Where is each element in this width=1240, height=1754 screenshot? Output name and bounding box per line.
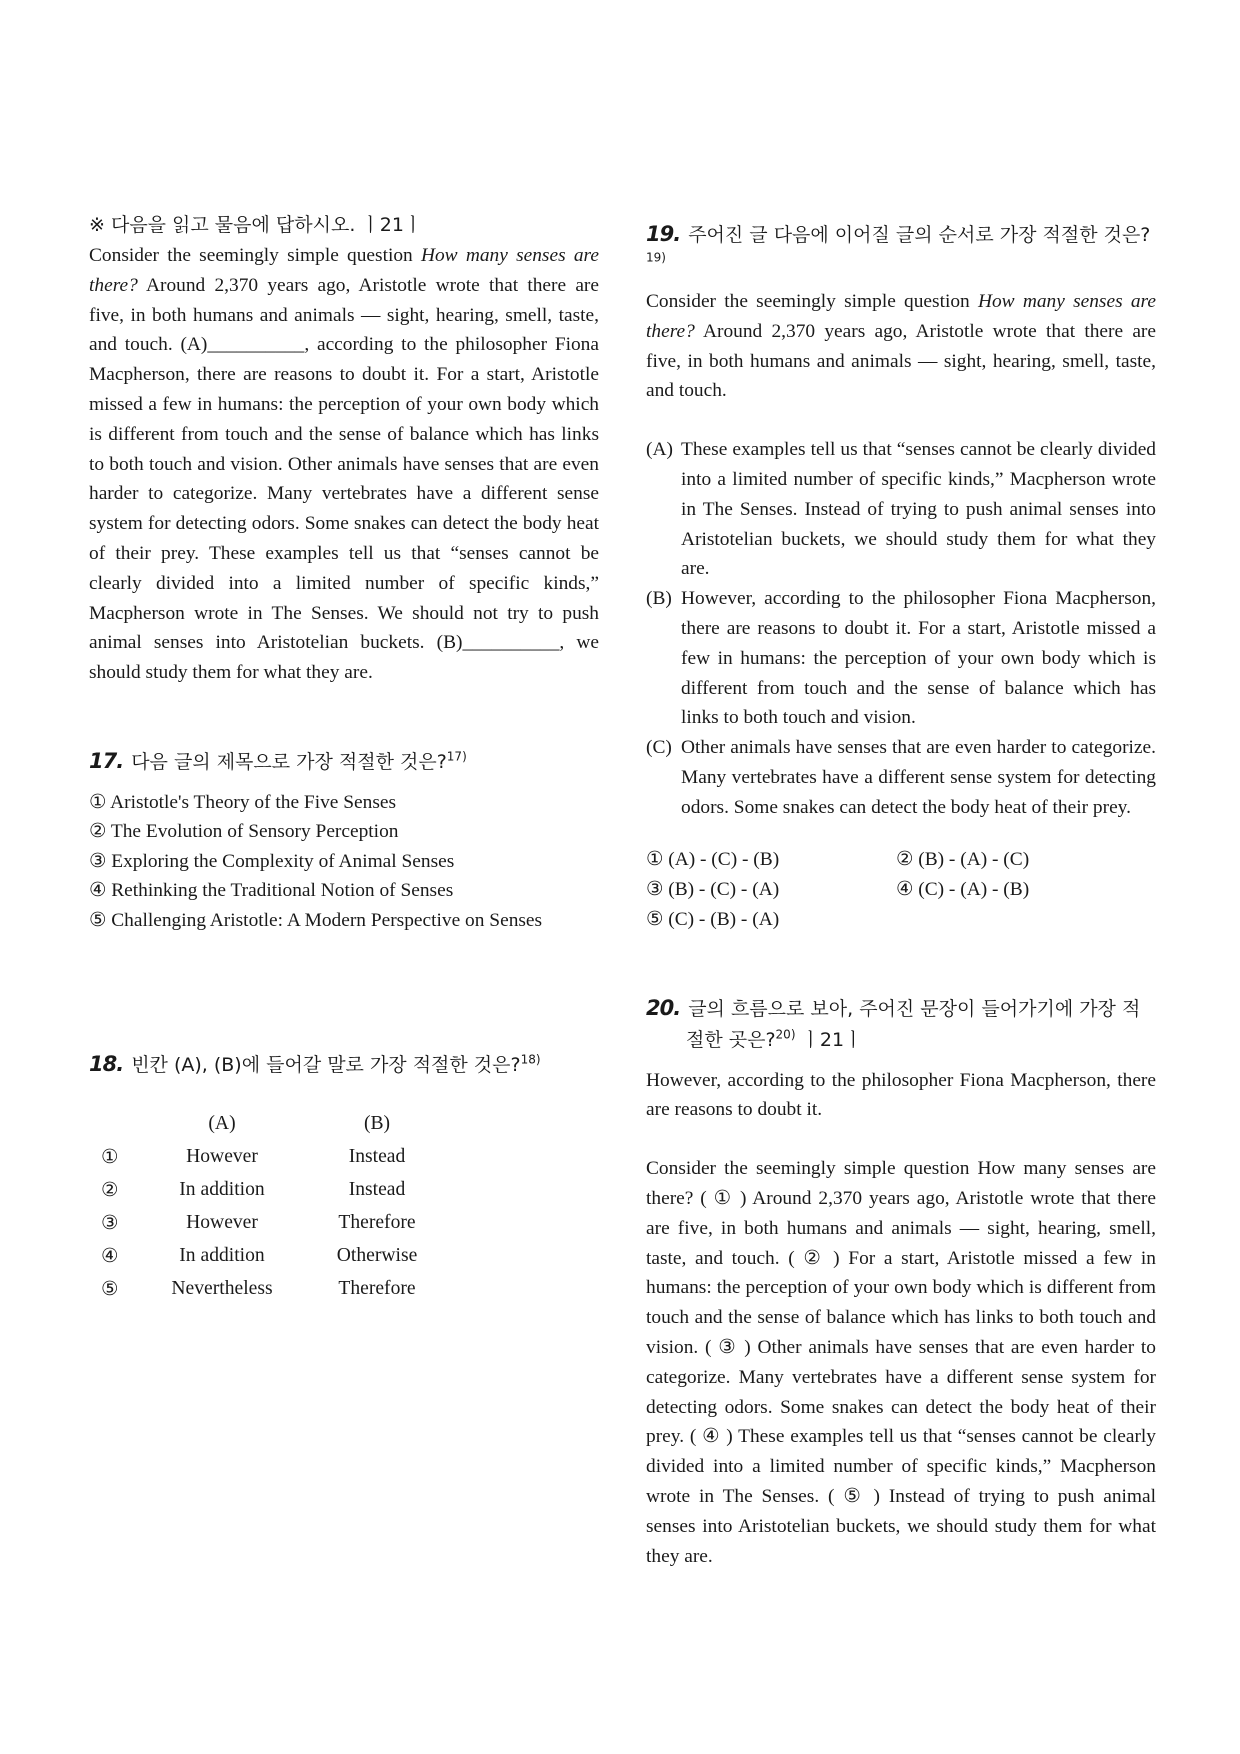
q19-option-4[interactable]: ④ (C) - (A) - (B) [896,878,1030,900]
question-19-number: 19. [646,222,681,246]
question-19 [646,220,1156,935]
question-20 [646,993,1156,1572]
paragraph-a: (A) These examples tell us that “senses cannot be clearly divided into a limited number of specific kinds,” Macpherson wrote in The Senses. Instead of trying to push animal senses into Aristotelian buckets, we should study them for what they are. [646,439,1156,580]
paragraph-c: (C) Other animals have senses that are even harder to categorize. Many vertebrates have a different sense system for detecting odors. Some snakes can detect the body heat of their prey. [646,737,1156,818]
question-17-text: 다음 글의 제목으로 가장 적절한 것은? [131,750,447,773]
q17-option-3[interactable]: ③ Exploring the Complexity of Animal Senses [89,850,455,872]
q17-option-2[interactable]: ② The Evolution of Sensory Perception [89,821,399,843]
question-18-text: 빈칸 (A), (B)에 들어갈 말로 가장 적절한 것은? [131,1054,521,1076]
q17-option-4[interactable]: ④ Rethinking the Traditional Notion of Senses [89,880,454,902]
question-20-tail: ㅣ21ㅣ [795,1028,863,1051]
question-19-options [646,845,1156,935]
paragraph-b: (B) However, according to the philosopher Fiona Macpherson, there are reasons to doubt it. For a start, Aristotle missed a few in humans: the perception of your own body which is different from touch and the sense of balance which has links to both touch and vision. [646,588,1156,729]
question-18-footnote: 18) [520,1052,541,1067]
question-20-given-sentence: However, according to the philosopher Fiona Macpherson, there are reasons to doubt it. [646,1069,1156,1121]
question-18-number: 18. [89,1052,124,1076]
question-20-number: 20. [646,995,681,1020]
q19-option-1[interactable]: ① (A) - (C) - (B) [646,848,780,870]
question-17-footnote: 17) [446,749,467,764]
q17-option-1[interactable]: ① Aristotle's Theory of the Five Senses [89,791,397,813]
q19-option-2[interactable]: ② (B) - (A) - (C) [896,848,1030,870]
question-20-footnote: 20) [775,1027,796,1042]
table-header-row [89,1107,457,1140]
passage-body: Around 2,370 years ago, Aristotle wrote that there are five, in both humans and animals — sight, hearing, smell, taste, and touch. (A)__________, according to the philosopher Fiona Macpherson, there are reasons to doubt it. For a start, Aristotle missed a few in humans: the perception of your own body which is different from touch and the sense of balance which has links to both touch and vision. Other animals have senses that are even harder to categorize. Many vertebrates have a different sense system for detecting odors. Some snakes can detect the body heat of their prey. These examples tell us that “senses cannot be clearly divided into a limited number of specific kinds,” Macpherson wrote in The Senses. We should not try to push animal senses into Aristotelian buckets. (B)__________, we should study them for what they are. [89,274,599,684]
question-17-options [89,788,599,936]
question-19-given-text: Consider the seemingly simple question How many senses are there? Around 2,370 years ago, Aristotle wrote that there are five, in both humans and animals — sight, hearing, smell, taste, and touch. [646,291,1156,402]
question-18 [89,1050,599,1079]
question-18-options-table [89,1107,457,1305]
question-19-paragraphs [646,435,1156,822]
q19-option-3[interactable]: ③ (B) - (C) - (A) [646,878,780,900]
column-a-header: (A) [208,1112,236,1134]
right-column [646,220,1156,1571]
passage-question: How many senses are there? [89,245,599,296]
question-17-number: 17. [89,748,124,773]
column-b-header: (B) [363,1112,391,1134]
question-19-text: 주어진 글 다음에 이어질 글의 순서로 가장 적절한 것은? [688,224,1151,246]
left-column [89,212,599,935]
question-20-heading [646,993,1156,1056]
question-19-heading [646,220,1156,277]
passage-intro: Consider the seemingly simple question [89,245,421,266]
question-18-heading [89,1050,599,1079]
question-17-heading [89,747,599,776]
instruction-line: ※ 다음을 읽고 물음에 답하시오. ㅣ21ㅣ [89,214,423,236]
table-row[interactable]: ② In addition Instead [101,1178,406,1201]
q17-option-5[interactable]: ⑤ Challenging Aristotle: A Modern Perspective on Senses [89,909,543,931]
q19-option-5[interactable]: ⑤ (C) - (B) - (A) [646,908,780,930]
table-row[interactable]: ④ In addition Otherwise [101,1244,418,1267]
question-19-footnote: 19) [646,250,666,265]
table-row[interactable]: ⑤ Nevertheless Therefore [101,1277,416,1300]
table-row[interactable]: ③ However Therefore [101,1211,416,1234]
question-20-text: 글의 흐름으로 보아, 주어진 문장이 들어가기에 가장 적절한 곳은? [686,997,1141,1051]
question-17 [89,747,599,936]
main-passage [89,241,599,688]
table-row[interactable]: ① However Instead [101,1145,406,1168]
question-20-passage: Consider the seemingly simple question How many senses are there? ( ① ) Around 2,370 years ago, Aristotle wrote that there are five, in both humans and animals — sight, hearing, smell, taste, and touch. ( ② ) For a start, Aristotle missed a few in humans: the perception of your own body which is different from touch and the sense of balance which has links to both touch and vision. ( ③ ) Other animals have senses that are even harder to categorize. Many vertebrates have a different sense system for detecting odors. Some snakes can detect the body heat of their prey. ( ④ ) These examples tell us that “senses cannot be clearly divided into a limited number of specific kinds,” Macpherson wrote in The Senses. ( ⑤ ) Instead of trying to push animal senses into Aristotelian buckets, we should study them for what they are. [646,1158,1156,1567]
